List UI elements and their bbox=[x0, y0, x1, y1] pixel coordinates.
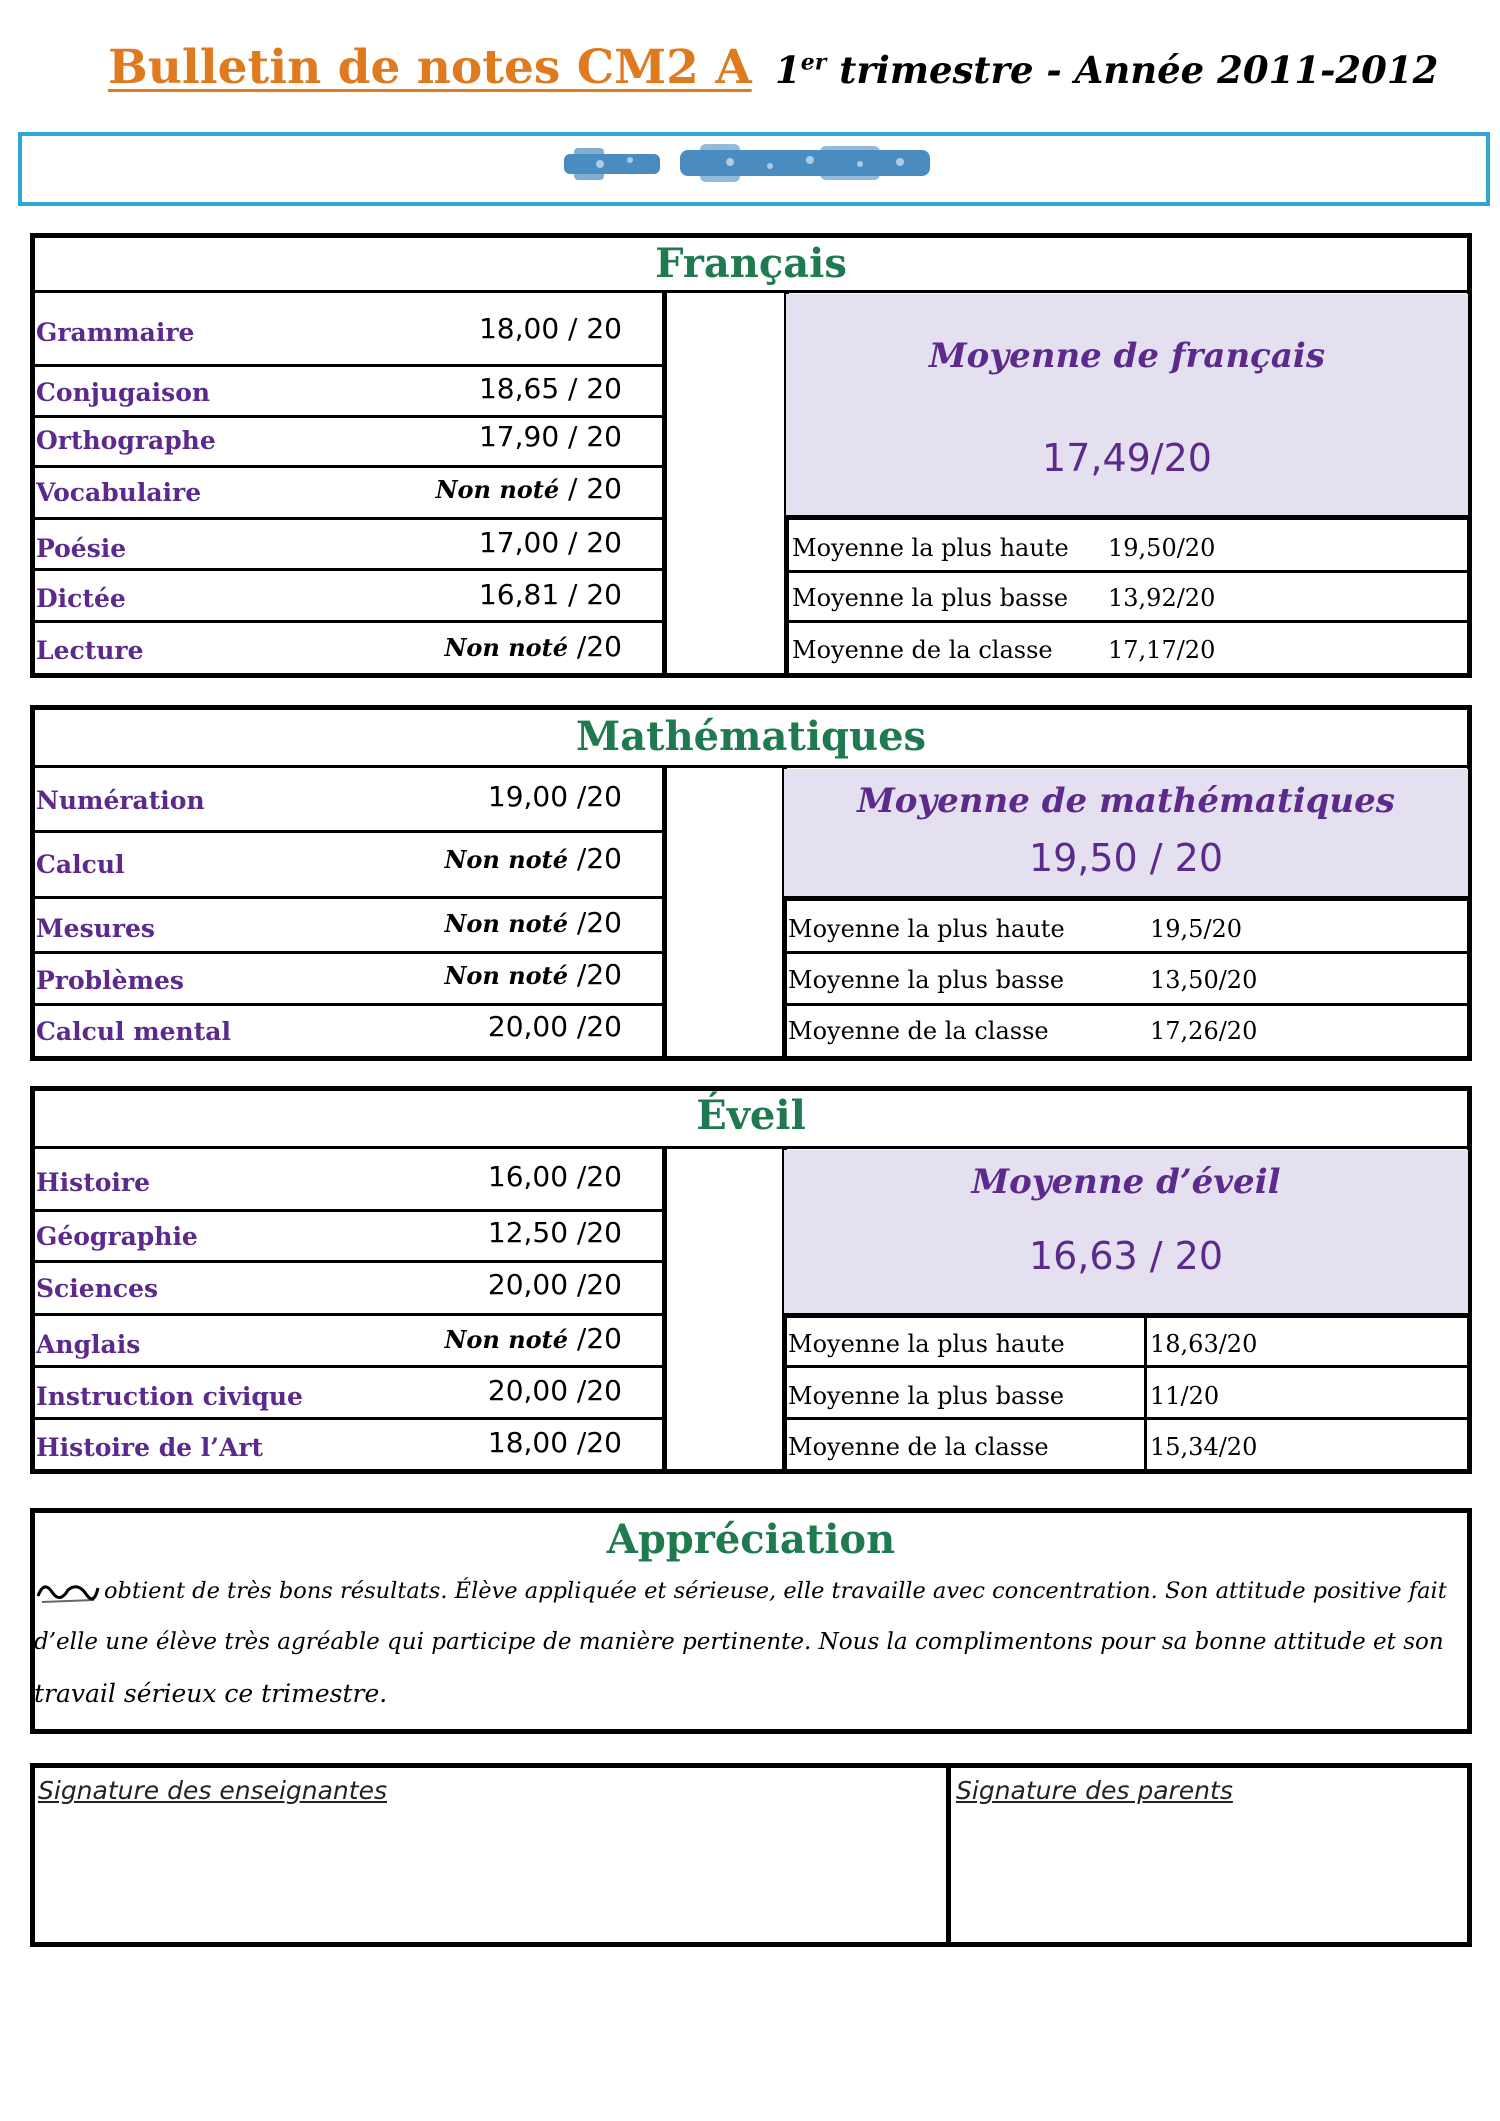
eveil-stat-lowest-label: Moyenne la plus basse bbox=[788, 1382, 1065, 1410]
appreciation-line-3: travail sérieux ce trimestre. bbox=[34, 1679, 388, 1708]
eveil-stat-rule bbox=[784, 1417, 1468, 1420]
redacted-first-name-mark bbox=[34, 1574, 100, 1606]
subject-histoire: Histoire bbox=[36, 1168, 150, 1197]
eveil-average-value: 16,63 / 20 bbox=[1028, 1234, 1224, 1278]
grade-calcul: Non noté /20 bbox=[444, 842, 622, 875]
grade-grammaire: 18,00 / 20 bbox=[478, 312, 622, 345]
francais-stat-class-value: 17,17/20 bbox=[1108, 636, 1216, 664]
eveil-stat-rule bbox=[784, 1365, 1468, 1368]
signature-parents-label: Signature des parents bbox=[956, 1776, 1233, 1805]
grade-histoire-de-l-art: 18,00 /20 bbox=[487, 1426, 622, 1459]
subject-poesie: Poésie bbox=[36, 534, 127, 563]
francais-average-label: Moyenne de français bbox=[929, 336, 1325, 376]
term-label: 1er trimestre - Année 2011-2012 bbox=[775, 48, 1439, 92]
francais-row-rule bbox=[30, 620, 664, 623]
eveil-stat-highest-label: Moyenne la plus haute bbox=[788, 1330, 1065, 1358]
eveil-title-rule bbox=[30, 1146, 1472, 1149]
francais-subjects-divider bbox=[662, 290, 667, 674]
subject-orthographe: Orthographe bbox=[36, 426, 216, 455]
subject-conjugaison: Conjugaison bbox=[36, 378, 211, 407]
appreciation-line-2: d’elle une élève très agréable qui participe de manière pertinente. Nous la complimentons pour sa bonne attitude et son bbox=[34, 1629, 1444, 1655]
subject-numeration: Numération bbox=[36, 786, 205, 815]
subject-calcul: Calcul bbox=[36, 850, 125, 879]
francais-row-rule bbox=[30, 568, 664, 571]
grade-mesures: Non noté /20 bbox=[444, 906, 622, 939]
grade-histoire: 16,00 /20 bbox=[487, 1160, 622, 1193]
eveil-stat-lowest-value: 11/20 bbox=[1150, 1382, 1220, 1410]
maths-average-value: 19,50 / 20 bbox=[1028, 836, 1224, 880]
subject-instruction-civique: Instruction civique bbox=[36, 1382, 303, 1411]
subject-anglais: Anglais bbox=[36, 1330, 141, 1359]
maths-stat-rule bbox=[784, 951, 1468, 954]
grade-lecture: Non noté /20 bbox=[444, 630, 622, 663]
subject-lecture: Lecture bbox=[36, 636, 144, 665]
eveil-stat-highest-value: 18,63/20 bbox=[1150, 1330, 1258, 1358]
maths-stat-lowest-label: Moyenne la plus basse bbox=[788, 966, 1065, 994]
grade-poesie: 17,00 / 20 bbox=[478, 526, 622, 559]
francais-stat-rule bbox=[786, 570, 1468, 573]
maths-stat-highest-label: Moyenne la plus haute bbox=[788, 915, 1065, 943]
report-title: Bulletin de notes CM2 A bbox=[108, 40, 752, 95]
francais-average-panel bbox=[786, 294, 1468, 520]
francais-average-value: 17,49/20 bbox=[1042, 436, 1212, 480]
eveil-title: Éveil bbox=[696, 1092, 806, 1139]
maths-stat-rule bbox=[784, 1003, 1468, 1006]
francais-row-rule bbox=[30, 465, 664, 468]
francais-row-rule bbox=[30, 517, 664, 520]
maths-subjects-divider bbox=[662, 765, 667, 1057]
grade-conjugaison: 18,65 / 20 bbox=[478, 372, 622, 405]
eveil-stat-class-label: Moyenne de la classe bbox=[788, 1433, 1049, 1461]
eveil-stat-class-value: 15,34/20 bbox=[1150, 1433, 1258, 1461]
subject-problemes: Problèmes bbox=[36, 966, 184, 995]
eveil-row-rule bbox=[30, 1313, 664, 1316]
maths-stat-lowest-value: 13,50/20 bbox=[1150, 966, 1258, 994]
francais-stat-lowest-label: Moyenne la plus basse bbox=[792, 584, 1069, 612]
grade-vocabulaire: Non noté / 20 bbox=[435, 472, 622, 505]
eveil-row-rule bbox=[30, 1260, 664, 1263]
francais-stat-rule bbox=[786, 620, 1468, 623]
eveil-stat-col-divider bbox=[1144, 1316, 1147, 1470]
appreciation-line-1: obtient de très bons résultats. Élève appliquée et sérieuse, elle travaille avec concentration. Son attitude positive fait bbox=[104, 1578, 1447, 1604]
eveil-average-label: Moyenne d’éveil bbox=[971, 1162, 1281, 1202]
subject-calcul-mental: Calcul mental bbox=[36, 1017, 231, 1046]
francais-stat-lowest-value: 13,92/20 bbox=[1108, 584, 1216, 612]
maths-row-rule bbox=[30, 830, 664, 833]
grade-geographie: 12,50 /20 bbox=[487, 1216, 622, 1249]
eveil-subjects-divider bbox=[662, 1146, 667, 1470]
maths-title-rule bbox=[30, 765, 1472, 768]
subject-vocabulaire: Vocabulaire bbox=[36, 478, 202, 507]
eveil-row-rule bbox=[30, 1209, 664, 1212]
eveil-row-rule bbox=[30, 1365, 664, 1368]
grade-orthographe: 17,90 / 20 bbox=[478, 420, 622, 453]
subject-mesures: Mesures bbox=[36, 914, 155, 943]
maths-row-rule bbox=[30, 1003, 664, 1006]
maths-row-rule bbox=[30, 951, 664, 954]
maths-title: Mathématiques bbox=[575, 713, 927, 760]
grade-numeration: 19,00 /20 bbox=[487, 780, 622, 813]
grade-calcul-mental: 20,00 /20 bbox=[487, 1010, 622, 1043]
grade-problemes: Non noté /20 bbox=[444, 958, 622, 991]
maths-stat-highest-value: 19,5/20 bbox=[1150, 915, 1243, 943]
subject-histoire-de-l-art: Histoire de l’Art bbox=[36, 1433, 264, 1462]
signature-divider bbox=[946, 1763, 951, 1947]
appreciation-title: Appréciation bbox=[606, 1516, 896, 1563]
francais-stat-highest-value: 19,50/20 bbox=[1108, 534, 1216, 562]
francais-row-rule bbox=[30, 415, 664, 418]
grade-instruction-civique: 20,00 /20 bbox=[487, 1374, 622, 1407]
subject-geographie: Géographie bbox=[36, 1222, 198, 1251]
subject-sciences: Sciences bbox=[36, 1274, 159, 1303]
francais-gap-bottom bbox=[662, 673, 787, 676]
maths-stat-class-value: 17,26/20 bbox=[1150, 1017, 1258, 1045]
francais-row-rule bbox=[30, 364, 664, 367]
maths-average-label: Moyenne de mathématiques bbox=[857, 781, 1395, 821]
francais-stat-class-label: Moyenne de la classe bbox=[792, 636, 1053, 664]
eveil-row-rule bbox=[30, 1417, 664, 1420]
grade-dictee: 16,81 / 20 bbox=[478, 578, 622, 611]
francais-stat-highest-label: Moyenne la plus haute bbox=[792, 534, 1069, 562]
signature-teachers-label: Signature des enseignantes bbox=[38, 1776, 387, 1805]
grade-anglais: Non noté /20 bbox=[444, 1322, 622, 1355]
francais-title: Français bbox=[655, 240, 847, 287]
subject-grammaire: Grammaire bbox=[36, 318, 195, 347]
maths-stat-class-label: Moyenne de la classe bbox=[788, 1017, 1049, 1045]
grade-sciences: 20,00 /20 bbox=[487, 1268, 622, 1301]
francais-title-rule bbox=[30, 290, 1472, 293]
subject-dictee: Dictée bbox=[36, 584, 126, 613]
redacted-name-mark bbox=[560, 140, 950, 188]
maths-row-rule bbox=[30, 896, 664, 899]
